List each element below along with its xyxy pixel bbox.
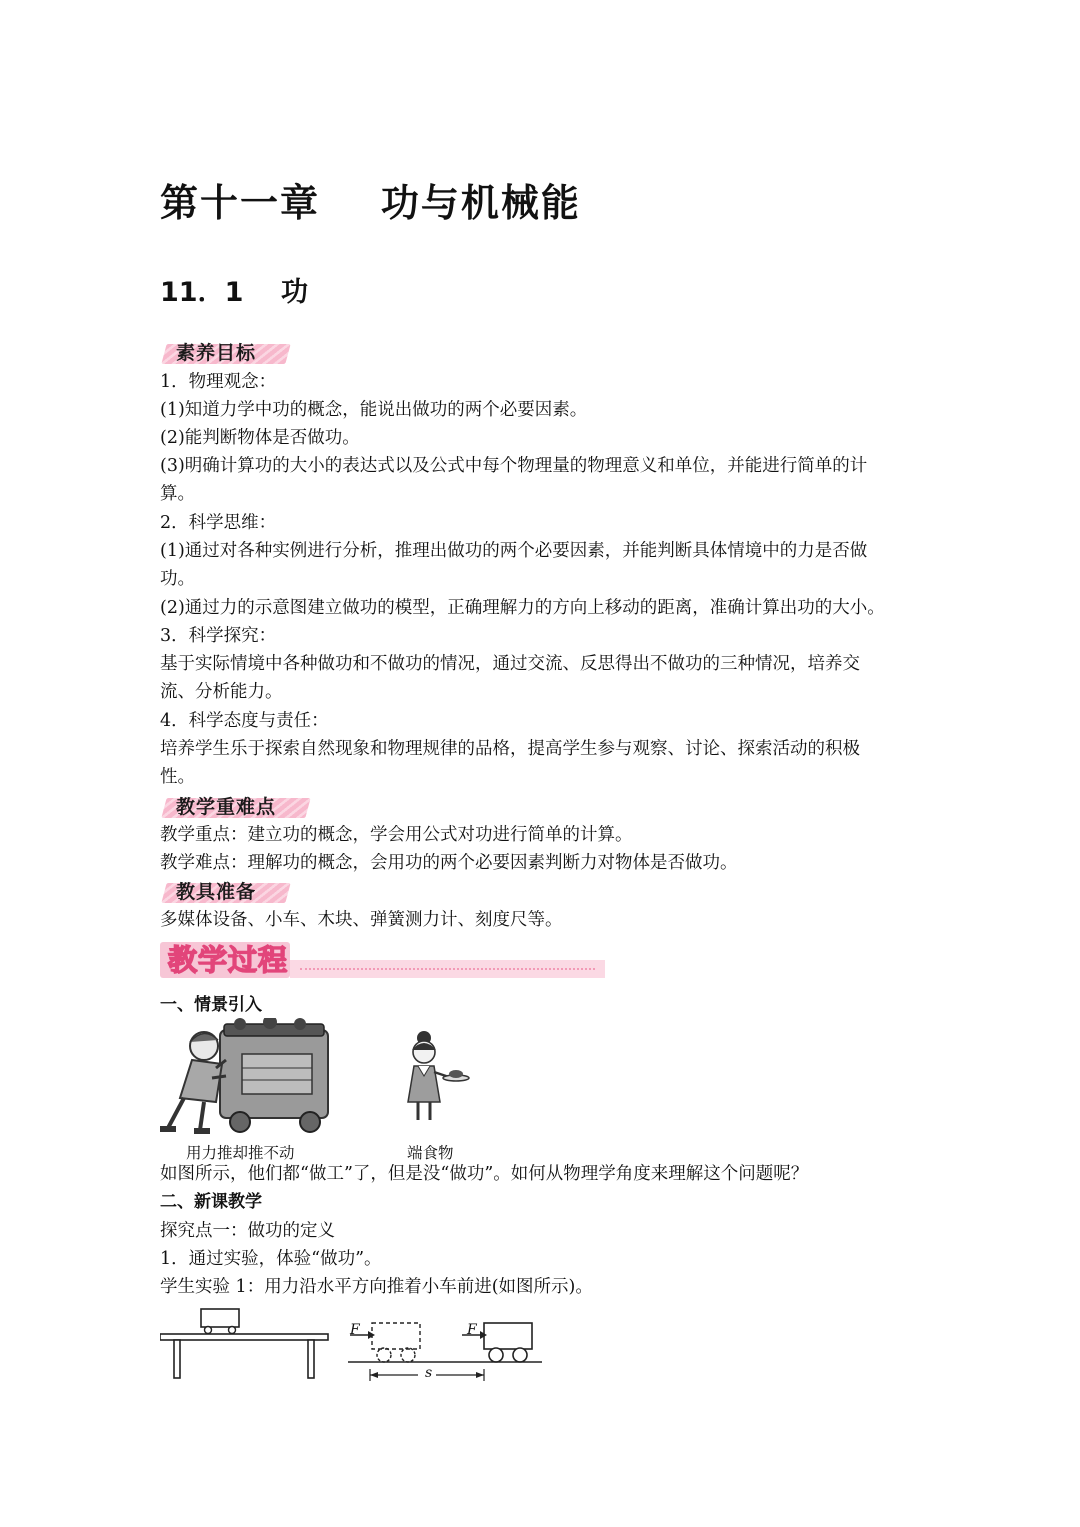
badge-key-points: [160, 795, 290, 819]
goal-line: 培养学生乐于探索自然现象和物理规律的品格，提高学生参与观察、讨论、探索活动的积极: [160, 739, 860, 759]
goal-line: (3)明确计算功的大小的表达式以及公式中每个物理量的物理意义和单位，并能进行简单的计: [160, 456, 868, 476]
goal-line: 1．物理观念：: [160, 372, 277, 392]
key-point-line: 教学重点：建立功的概念，学会用公式对功进行简单的计算。: [160, 825, 633, 845]
goal-line: (1)通过对各种实例进行分析，推理出做功的两个必要因素，并能判断具体情境中的力是否做: [160, 541, 868, 561]
man-pushing-cart-illustration: [160, 1018, 360, 1138]
waitress-illustration: [398, 1030, 470, 1130]
explore-point: 探究点一：做功的定义: [160, 1221, 335, 1241]
goal-line: 3．科学探究：: [160, 626, 277, 646]
goal-line: 4．科学态度与责任：: [160, 711, 329, 731]
chapter-title: 第十一章 功与机械能: [160, 181, 581, 225]
key-point-line: 教学难点：理解功的概念，会用功的两个必要因素判断力对物体是否做功。: [160, 853, 738, 873]
badge-materials: [160, 880, 270, 904]
section-title: 11．1 功: [160, 277, 308, 308]
force-displacement-figure: [348, 1315, 544, 1387]
cart-on-table-figure: [160, 1305, 330, 1381]
badge-materials-label: 教具准备: [176, 881, 257, 903]
part2-heading: 二、新课教学: [160, 1192, 262, 1212]
displacement-label: s: [425, 1365, 433, 1381]
goal-line: 基于实际情境中各种做功和不做功的情况，通过交流、反思得出不做功的三种情况，培养交: [160, 654, 860, 674]
goal-line: 性。: [160, 767, 195, 787]
caption-food: 端食物: [407, 1144, 454, 1162]
force-label-1: F: [350, 1322, 360, 1338]
goal-line: 2．科学思维：: [160, 513, 277, 533]
step1-text: 1．通过实验，体验“做功”。: [160, 1249, 382, 1269]
caption-push: 用力推却推不动: [186, 1144, 295, 1162]
goal-line: 算。: [160, 484, 195, 504]
goal-line: (2)能判断物体是否做功。: [160, 428, 360, 448]
force-label-2: F: [467, 1322, 477, 1338]
badge-process: [160, 940, 605, 982]
intro-text: 如图所示，他们都“做工”了，但是没“做功”。如何从物理学角度来理解这个问题呢？: [160, 1164, 809, 1184]
badge-goals-label: 素养目标: [176, 342, 257, 364]
goal-line: 流、分析能力。: [160, 682, 283, 702]
goal-line: (1)知道力学中功的概念，能说出做功的两个必要因素。: [160, 400, 588, 420]
part1-heading: 一、情景引入: [160, 995, 262, 1015]
goal-line: (2)通过力的示意图建立做功的模型，正确理解力的方向上移动的距离，准确计算出功的大小。: [160, 598, 885, 618]
badge-process-label: 教学过程: [168, 943, 289, 977]
badge-goals: [160, 341, 270, 365]
badge-key-points-label: 教学重难点: [176, 796, 277, 818]
experiment1-text: 学生实验 1：用力沿水平方向推着小车前进(如图所示)。: [160, 1277, 593, 1297]
materials-line: 多媒体设备、小车、木块、弹簧测力计、刻度尺等。: [160, 910, 563, 930]
goal-line: 功。: [160, 569, 195, 589]
